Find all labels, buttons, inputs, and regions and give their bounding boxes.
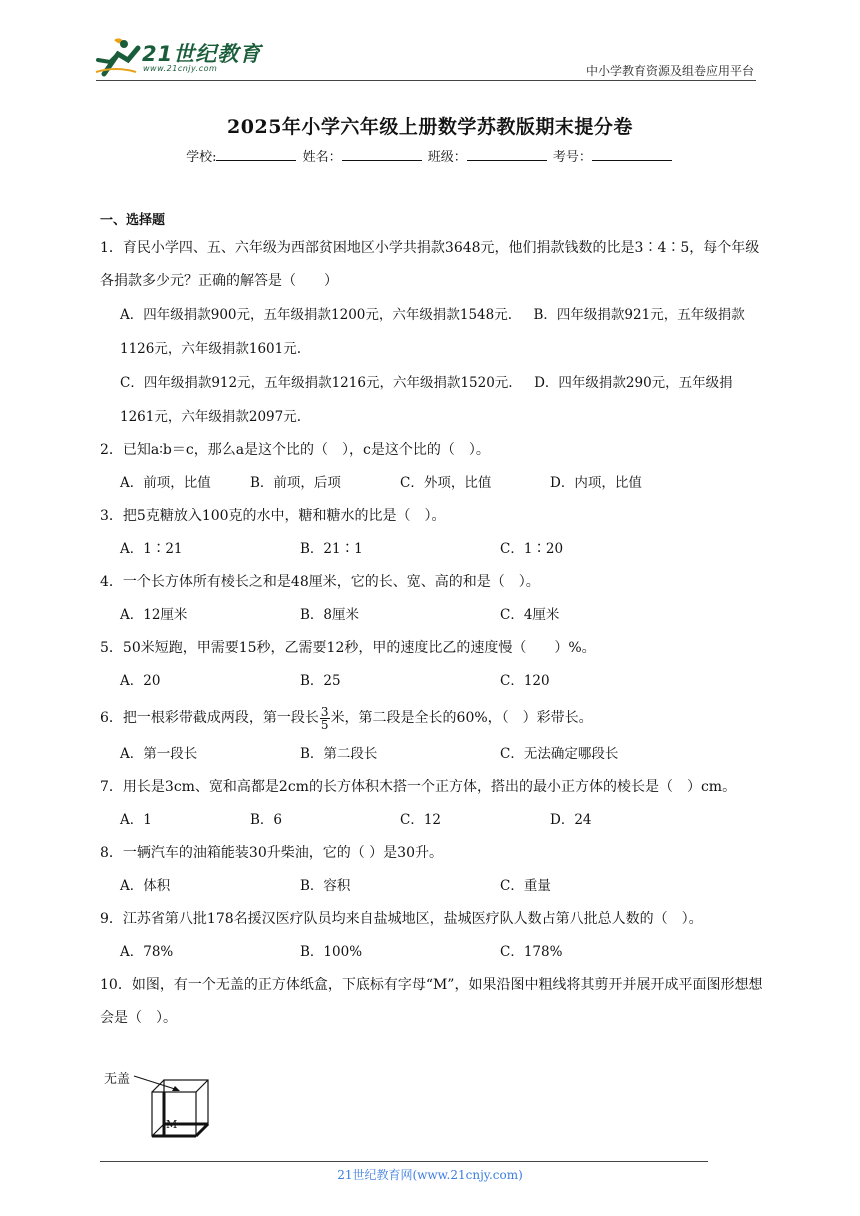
footer-divider — [100, 1161, 708, 1162]
q8-option-a: A．体积 — [120, 878, 171, 894]
q9-option-c: C．178% — [500, 944, 563, 960]
q8-option-c: C．重量 — [500, 878, 551, 894]
q9-option-a: A．78% — [120, 944, 174, 960]
q5-option-c: C．120 — [500, 673, 550, 689]
question-9-options — [100, 936, 766, 969]
footer-link[interactable]: 21世纪教育网(www.21cnjy.com) — [337, 1168, 523, 1182]
question-7: 7．用长是3cm、宽和高都是2cm的长方体积木搭一个正方体，搭出的最小正方体的棱长是（ ）cm。 — [100, 779, 737, 795]
question-7-options — [100, 804, 766, 837]
question-6-options — [100, 738, 766, 771]
exam-title: 2025年小学六年级上册数学苏教版期末提分卷 — [227, 116, 633, 138]
q1-option-c: C．四年级捐款912元，五年级捐款1216元，六年级捐款1520元. — [120, 375, 513, 391]
question-9: 9．江苏省第八批178名援汉医疗队员均来自盐城地区，盐城医疗队人数占第八批总人数的（ ）。 — [100, 911, 703, 927]
class-blank[interactable] — [467, 147, 547, 161]
name-blank[interactable] — [342, 147, 422, 161]
q2-option-d: D．内项，比值 — [550, 475, 642, 491]
info-school-label: 学校: — [186, 150, 217, 165]
question-8-options — [100, 870, 766, 903]
q3-option-b: B．21∶1 — [300, 541, 363, 557]
q2-option-a: A．前项，比值 — [120, 475, 211, 491]
q2-option-b: B．前项，后项 — [250, 475, 341, 491]
q6-fraction-denominator: 5 — [320, 717, 329, 732]
question-3: 3．把5克糖放入100克的水中，糖和糖水的比是（ ）。 — [100, 508, 446, 524]
question-6 — [100, 698, 766, 738]
q2-option-c: C．外项，比值 — [400, 475, 492, 491]
question-10: 10．如图，有一个无盖的正方体纸盒，下底标有字母“M”，如果沿图中粗线将其剪开并展开成平面图形想想会是（ ）。 — [100, 977, 763, 1026]
question-4-options — [100, 599, 766, 632]
header-divider — [96, 80, 756, 81]
question-5: 5．50米短跑，甲需要15秒，乙需要12秒，甲的速度比乙的速度慢（ ）%。 — [100, 640, 596, 656]
question-4: 4．一个长方体所有棱长之和是48厘米，它的长、宽、高的和是（ ）。 — [100, 574, 540, 590]
question-1-options — [100, 298, 766, 366]
student-info — [0, 146, 860, 165]
school-blank[interactable] — [216, 147, 296, 161]
platform-label: 中小学教育资源及组卷应用平台 — [585, 64, 754, 78]
q5-option-a: A．20 — [120, 673, 161, 689]
q6-text-before: 6．把一根彩带截成两段，第一段长 — [100, 710, 319, 726]
q7-option-a: A．1 — [120, 812, 152, 828]
q5-option-b: B．25 — [300, 673, 341, 689]
q6-text-after: 米，第二段是全长的60%，（ ）彩带长。 — [330, 710, 593, 726]
q7-option-c: C．12 — [400, 812, 442, 828]
q4-option-c: C．4厘米 — [500, 607, 560, 623]
q3-option-a: A．1∶21 — [120, 541, 183, 557]
logo-url: www.21cnjy.com — [143, 64, 218, 73]
question-2: 2．已知a∶b＝c，那么a是这个比的（ ），c是这个比的（ ）。 — [100, 442, 490, 458]
question-2-options — [100, 467, 766, 500]
q6-option-c: C．无法确定哪段长 — [500, 746, 619, 762]
q4-option-b: B．8厘米 — [300, 607, 360, 623]
q6-option-a: A．第一段长 — [120, 746, 198, 762]
q9-option-b: B．100% — [300, 944, 363, 960]
question-list — [100, 210, 766, 1035]
question-1: 1．育民小学四、五、六年级为西部贫困地区小学共捐款3648元，他们捐款钱数的比是3∶4∶5，每个年级各捐款多少元？正确的解答是（ ） — [100, 240, 760, 289]
question-8: 8．一辆汽车的油箱能装30升柴油，它的（ ）是30升。 — [100, 845, 443, 861]
logo-name: 21世纪教育 — [142, 42, 262, 66]
q7-option-b: B．6 — [250, 812, 283, 828]
info-number-label: 考号： — [552, 150, 592, 165]
q7-option-d: D．24 — [550, 812, 592, 828]
q6-fraction — [320, 706, 330, 731]
number-blank[interactable] — [592, 147, 672, 161]
question-5-options — [100, 665, 766, 698]
info-name-label: 姓名： — [302, 150, 342, 165]
q1-option-a: A．四年级捐款900元，五年级捐款1200元，六年级捐款1548元. — [120, 307, 513, 323]
q3-option-c: C．1∶20 — [500, 541, 564, 557]
q8-option-b: B．容积 — [300, 878, 351, 894]
q6-option-b: B．第二段长 — [300, 746, 378, 762]
figure-label: 无盖 — [104, 1072, 131, 1087]
section-heading: 一、选择题 — [100, 213, 166, 228]
q4-option-a: A．12厘米 — [120, 607, 188, 623]
question-1-options-2 — [100, 366, 766, 434]
q1-option-b: B．四年级捐款921元，五年级捐款1126元，六年级捐款1601元. — [120, 307, 745, 357]
info-class-label: 班级： — [427, 150, 467, 165]
question-3-options — [100, 533, 766, 566]
figure-letter: M — [166, 1118, 178, 1131]
q1-option-d: D．四年级捐款290元，五年级捐1261元，六年级捐款2097元. — [120, 375, 733, 425]
q6-fraction-numerator: 3 — [320, 704, 329, 719]
